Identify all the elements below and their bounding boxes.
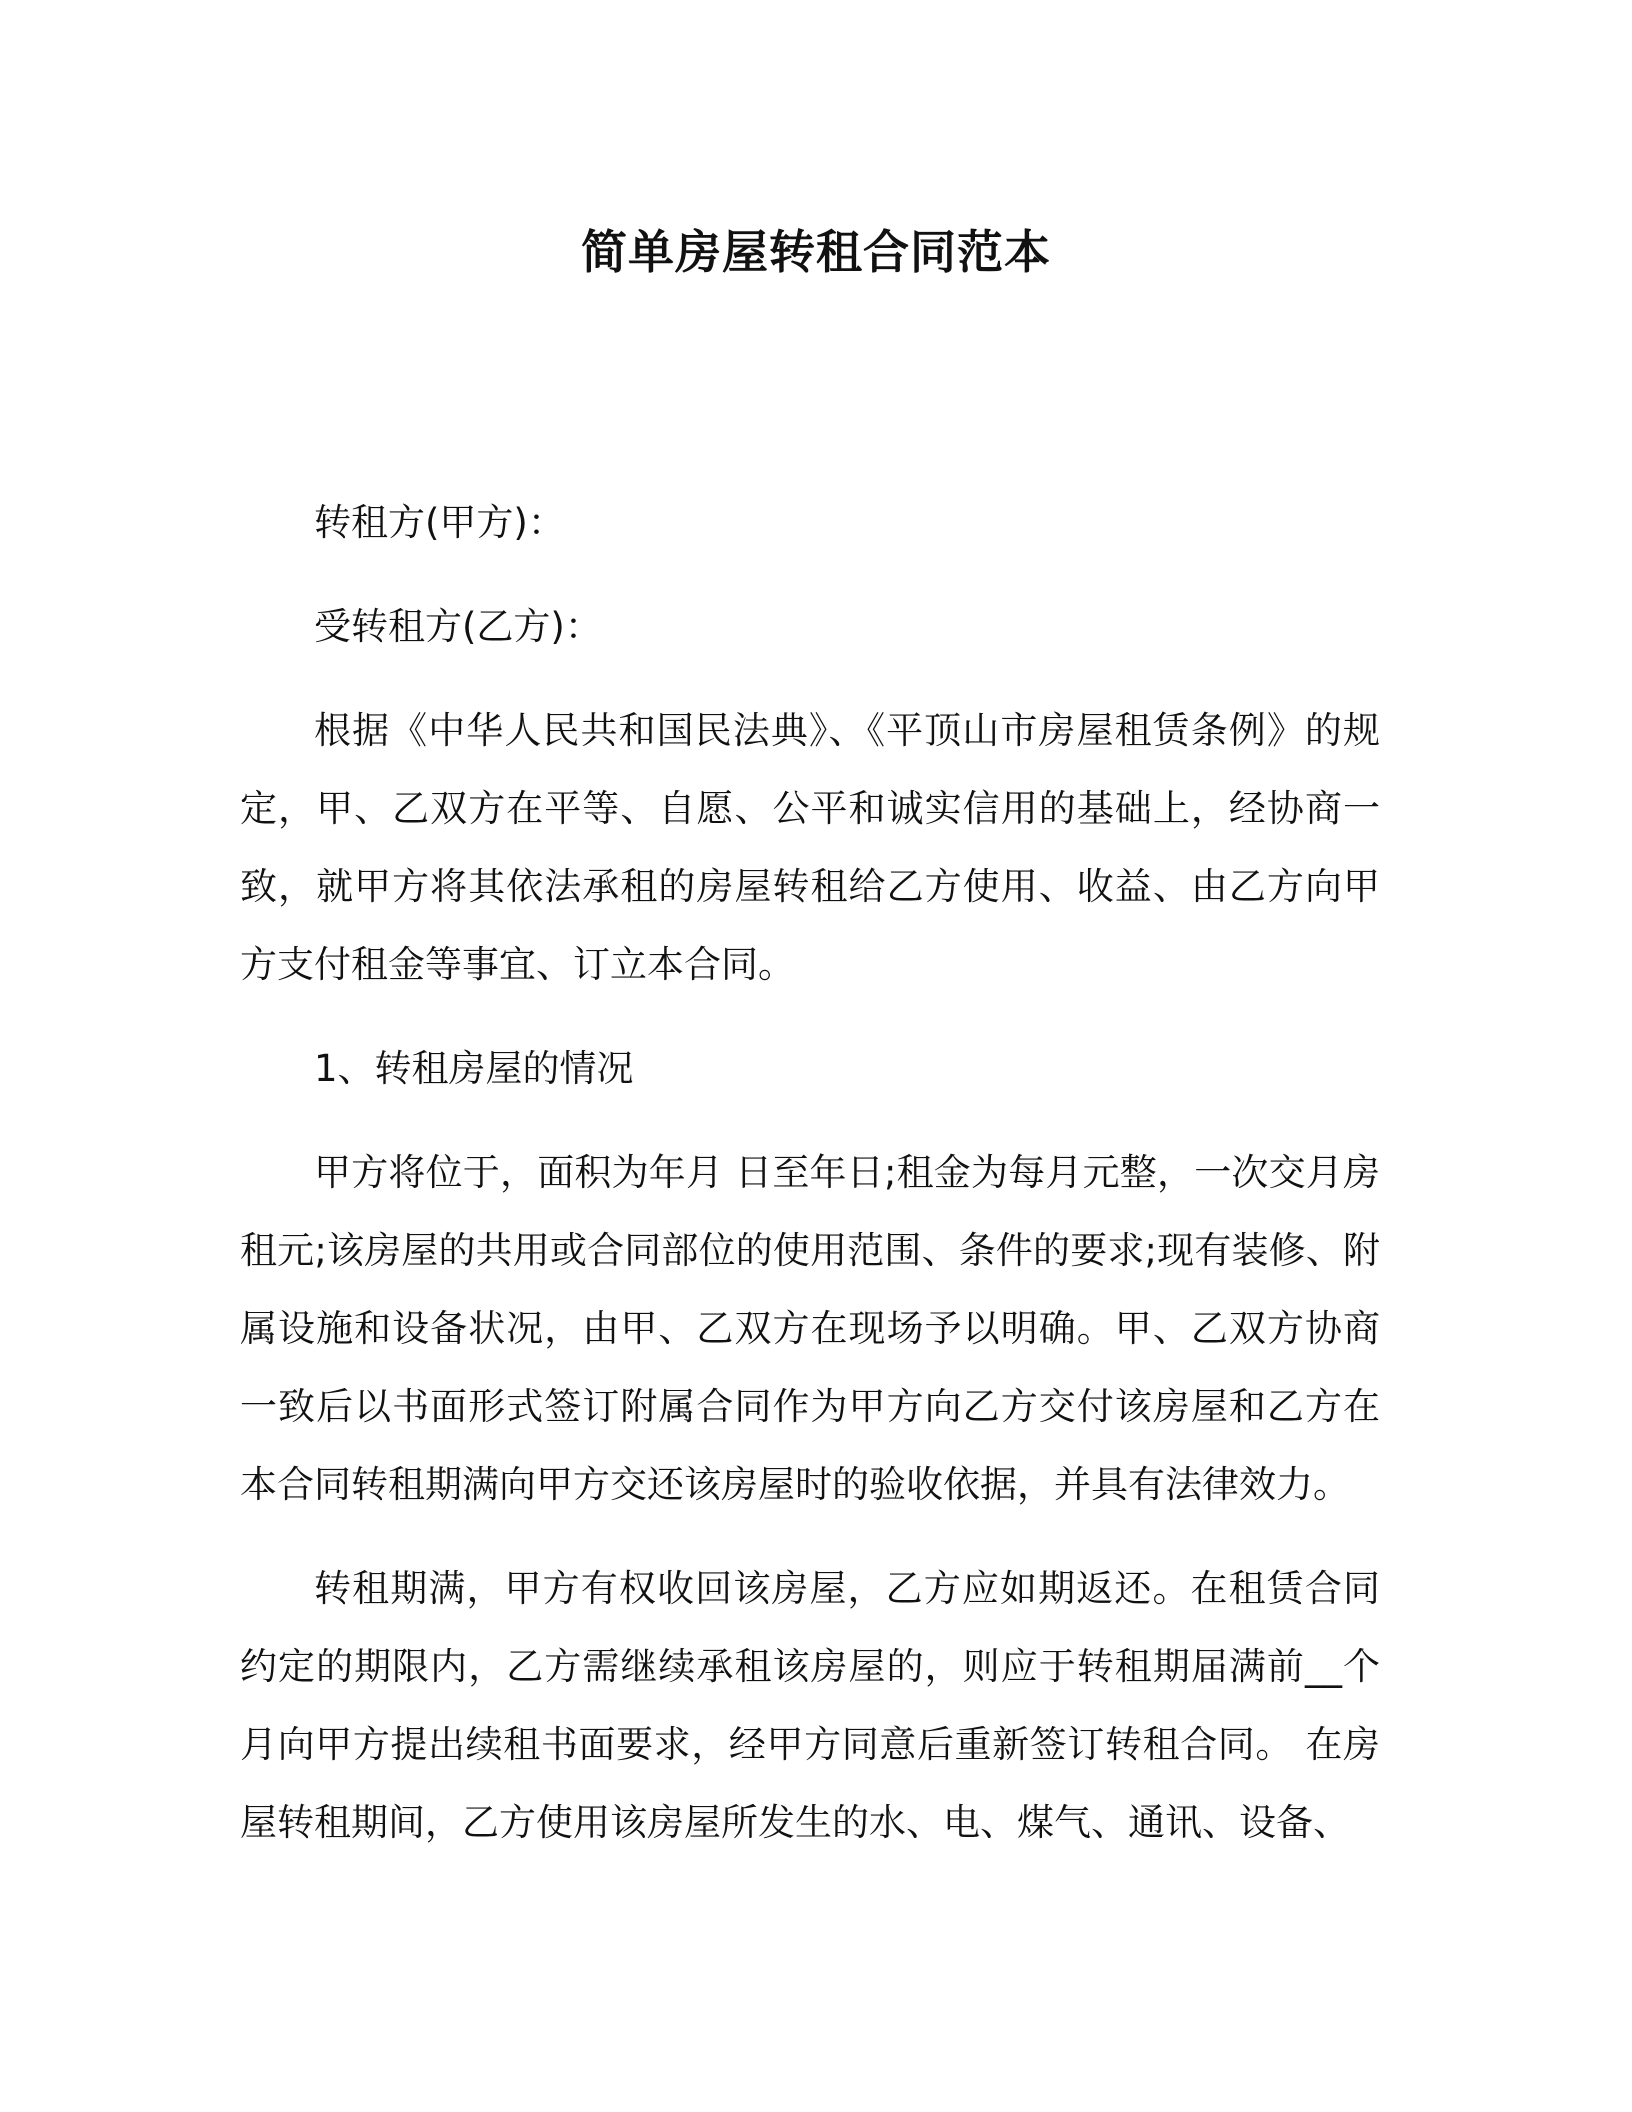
document-title: 简单房屋转租合同范本: [581, 225, 1051, 279]
section-1-heading: 1、转租房屋的情况: [314, 1047, 634, 1090]
document-body: [240, 484, 1380, 1888]
party-b-line: 受转租方(乙方)：: [314, 605, 602, 648]
section-1-paragraph-1: 甲方将位于，面积为年月 日至年日;租金为每月元整，一次交月房租元;该房屋的共用或合同部位的使用范围、条件的要求;现有装修、附属设施和设备状况，由甲、乙双方在现场予以明确。甲、乙双方协商一致后以书面形式签订附属合同作为甲方向乙方交付该房屋和乙方在本合同转租期满向甲方交还该房屋时的验收依据，并具有法律效力。: [240, 1151, 1380, 1506]
intro-paragraph: 根据《中华人民共和国民法典》、《平顶山市房屋租赁条例》的规定，甲、乙双方在平等、自愿、公平和诚实信用的基础上，经协商一致，就甲方将其依法承租的房屋转租给乙方使用、收益、由乙方向甲方支付租金等事宜、订立本合同。: [240, 709, 1380, 986]
section-1-paragraph-2: 转租期满，甲方有权收回该房屋，乙方应如期返还。在租赁合同约定的期限内，乙方需继续承租该房屋的，则应于转租期届满前__个月向甲方提出续租书面要求，经甲方同意后重新签订转租合同。 在房屋转租期间，乙方使用该房屋所发生的水、电、煤气、通讯、设备、: [240, 1567, 1380, 1844]
party-a-line: 转租方(甲方)：: [314, 501, 565, 544]
